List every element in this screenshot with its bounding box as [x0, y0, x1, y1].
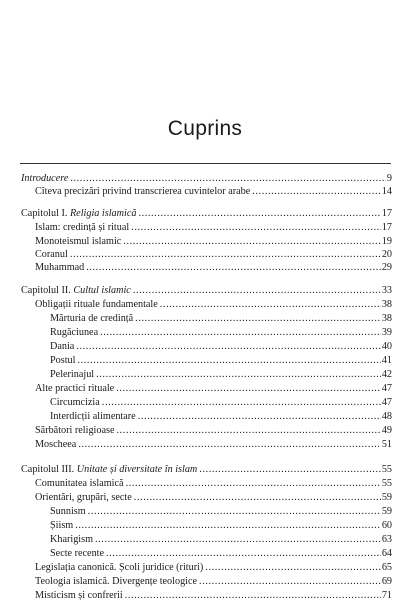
dot-leader — [95, 534, 381, 546]
toc-entry-page: 38 — [381, 313, 392, 324]
toc-entry — [35, 236, 392, 248]
toc-entry-page: 65 — [381, 562, 392, 573]
toc-entry — [50, 369, 392, 381]
toc-entry-page: 47 — [381, 383, 392, 394]
dot-leader — [135, 313, 381, 325]
toc-entry-page: 19 — [381, 236, 392, 247]
toc-entry-page: 14 — [381, 186, 392, 197]
toc-entry-label: Introducere — [21, 173, 69, 184]
toc-entry-page: 33 — [381, 285, 392, 296]
toc-chapter-1 — [21, 208, 392, 220]
dot-leader — [160, 299, 381, 311]
dot-leader — [102, 397, 381, 409]
toc-entry — [35, 590, 392, 602]
dot-leader — [78, 439, 381, 451]
toc-entry-label: Orientări, grupări, secte — [35, 492, 132, 503]
page-title: Cuprins — [167, 117, 243, 140]
toc-entry-page: 47 — [381, 397, 392, 408]
toc-entry — [35, 299, 392, 311]
toc-entry — [50, 355, 392, 367]
toc-entry-page: 59 — [381, 506, 392, 517]
toc-entry-label: Moscheea — [35, 439, 77, 450]
toc-entry — [50, 341, 392, 353]
toc-entry — [35, 478, 392, 490]
toc-entry-page: 49 — [381, 425, 392, 436]
toc-entry — [35, 249, 392, 261]
toc-entry-label: Postul — [50, 355, 76, 366]
toc-entry-label: Dania — [50, 341, 75, 352]
toc-entry — [35, 383, 392, 395]
toc-entry — [35, 262, 392, 274]
toc-entry — [35, 576, 392, 588]
dot-leader — [138, 411, 381, 423]
toc-entry-page: 55 — [381, 478, 392, 489]
toc-entry-label: Legislația canonică. Școli juridice (rituri) — [35, 562, 204, 573]
dot-leader — [100, 327, 381, 339]
toc-entry-label: Coranul — [35, 249, 68, 260]
dot-leader — [70, 173, 386, 185]
toc-entry-page: 39 — [381, 327, 392, 338]
dot-leader — [106, 548, 381, 560]
toc-entry-label: Sunnism — [50, 506, 86, 517]
toc-entry-label: Pelerinajul — [50, 369, 95, 380]
toc-entry-page: 63 — [381, 534, 392, 545]
toc-entry-label: Comunitatea islamică — [35, 478, 124, 489]
dot-leader — [125, 590, 381, 602]
toc-entry-label: Capitolul II. Cultul islamic — [21, 285, 131, 296]
toc-entry-transcription-note — [35, 186, 392, 198]
toc-entry-label: Interdicții alimentare — [50, 411, 136, 422]
dot-leader — [116, 383, 381, 395]
toc-entry — [50, 327, 392, 339]
dot-leader — [199, 576, 381, 588]
toc-entry — [50, 411, 392, 423]
toc-entry — [50, 548, 392, 560]
dot-leader — [117, 425, 381, 437]
dot-leader — [205, 562, 380, 574]
toc-entry — [35, 562, 392, 574]
toc-entry-page: 38 — [381, 299, 392, 310]
toc-entry-page: 17 — [381, 208, 392, 219]
toc-entry-page: 60 — [381, 520, 392, 531]
dot-leader — [133, 285, 381, 297]
toc-entry-label: Secte recente — [50, 548, 105, 559]
dot-leader — [199, 464, 381, 476]
dot-leader — [75, 520, 381, 532]
toc-entry-label: Monoteismul islamic — [35, 236, 122, 247]
toc-entry-introduction — [21, 173, 392, 185]
toc-entry — [35, 222, 392, 234]
toc-entry — [35, 492, 392, 504]
toc-entry-label: Islam: credință și ritual — [35, 222, 130, 233]
toc-chapter-3 — [21, 464, 392, 476]
dot-leader — [76, 341, 380, 353]
toc-chapter-2 — [21, 285, 392, 297]
toc-entry-label: Șiism — [50, 520, 74, 531]
toc-entry — [35, 425, 392, 437]
dot-leader — [96, 369, 381, 381]
toc-entry-label: Mărturia de credință — [50, 313, 134, 324]
dot-leader — [138, 208, 380, 220]
toc-entry-label: Misticism și confrerii — [35, 590, 123, 601]
toc-entry-page: 42 — [381, 369, 392, 380]
dot-leader — [134, 492, 381, 504]
toc-entry-page: 71 — [381, 590, 392, 601]
toc-entry-page: 40 — [381, 341, 392, 352]
toc-entry-page: 41 — [381, 355, 392, 366]
toc-entry-label: Kharigism — [50, 534, 94, 545]
toc-entry — [50, 534, 392, 546]
dot-leader — [126, 478, 381, 490]
toc-entry-page: 29 — [381, 262, 392, 273]
toc-entry-label: Muhammad — [35, 262, 85, 273]
toc-entry-page: 17 — [381, 222, 392, 233]
dot-leader — [86, 262, 381, 274]
dot-leader — [252, 186, 381, 198]
dot-leader — [131, 222, 381, 234]
toc-entry-label: Alte practici rituale — [35, 383, 115, 394]
toc-entry — [50, 520, 392, 532]
toc-entry — [50, 506, 392, 518]
toc-entry-label: Cîteva precizări privind transcrierea cuvintelor arabe — [35, 186, 251, 197]
toc-entry — [35, 439, 392, 451]
dot-leader — [88, 506, 381, 518]
toc-entry — [50, 313, 392, 325]
toc-entry-page: 69 — [381, 576, 392, 587]
dot-leader — [77, 355, 380, 367]
dot-leader — [70, 249, 381, 261]
toc-entry-label: Teologia islamică. Divergențe teologice — [35, 576, 198, 587]
toc-entry-label: Rugăciunea — [50, 327, 99, 338]
toc-entry-label: Capitolul I. Religia islamică — [21, 208, 137, 219]
toc-entry-page: 48 — [381, 411, 392, 422]
toc-entry-page: 59 — [381, 492, 392, 503]
toc-entry — [50, 397, 392, 409]
toc-entry-page: 20 — [381, 249, 392, 260]
toc-entry-label: Obligații rituale fundamentale — [35, 299, 158, 310]
toc-entry-page: 64 — [381, 548, 392, 559]
dot-leader — [123, 236, 381, 248]
toc-entry-page: 55 — [381, 464, 392, 475]
toc-entry-page: 9 — [386, 173, 392, 184]
toc-entry-label: Capitolul III. Unitate și diversitate în islam — [21, 464, 198, 475]
toc-entry-label: Circumcizia — [50, 397, 100, 408]
toc-entry-label: Sărbători religioase — [35, 425, 115, 436]
toc-entry-page: 51 — [381, 439, 392, 450]
